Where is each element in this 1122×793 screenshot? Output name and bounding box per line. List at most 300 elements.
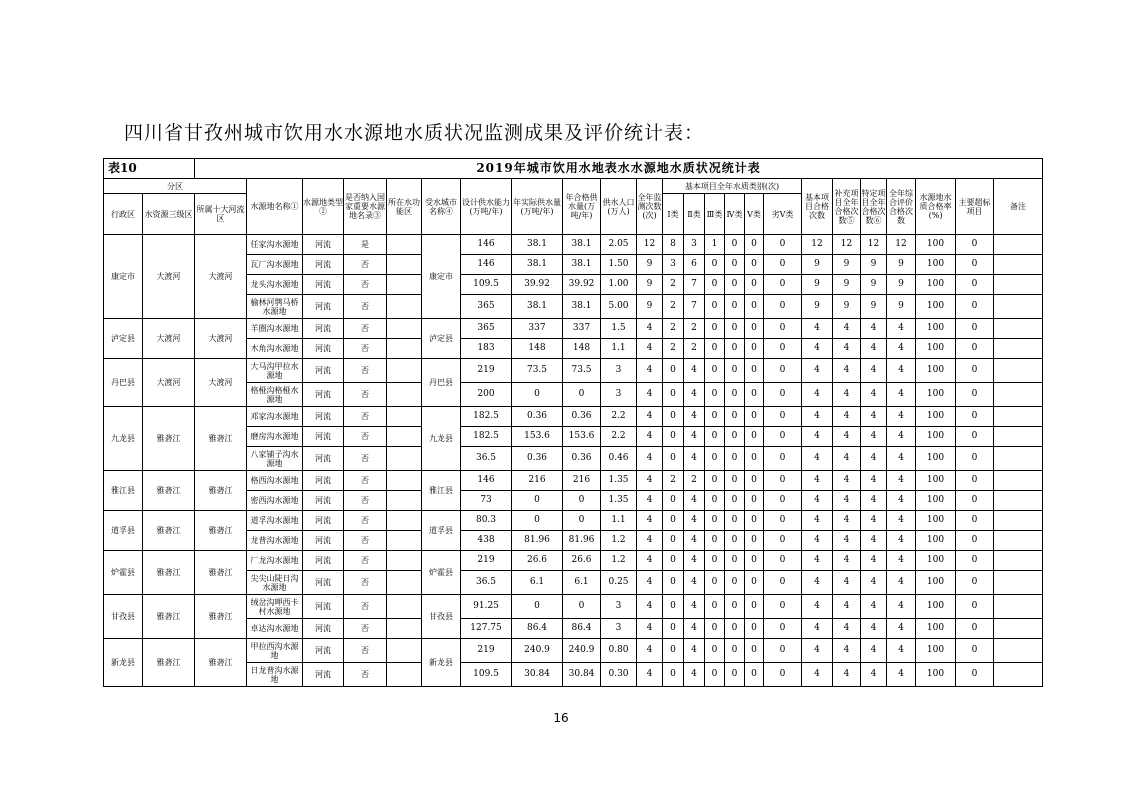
monitor-cell: 4 bbox=[637, 319, 663, 339]
rate-cell: 100 bbox=[916, 447, 956, 471]
design-cell: 438 bbox=[461, 531, 512, 551]
rate-cell: 100 bbox=[916, 255, 956, 275]
op-cell: 4 bbox=[887, 407, 916, 427]
function-zone-cell bbox=[387, 639, 422, 663]
remark-cell bbox=[994, 339, 1043, 359]
qualified-cell: 26.6 bbox=[563, 551, 601, 571]
national-list-cell: 否 bbox=[344, 319, 387, 339]
tp-cell: 4 bbox=[861, 531, 887, 551]
c4-cell: 0 bbox=[725, 275, 745, 295]
c1-cell: 2 bbox=[663, 319, 684, 339]
c1-cell: 3 bbox=[663, 255, 684, 275]
source-type-cell: 河流 bbox=[303, 663, 344, 687]
pop-cell: 2.05 bbox=[601, 235, 637, 255]
c2-cell: 4 bbox=[684, 619, 705, 639]
ex-cell: 0 bbox=[956, 571, 994, 595]
remark-cell bbox=[994, 359, 1043, 383]
actual-cell: 216 bbox=[512, 471, 563, 491]
source-name-cell: 尖尖山陡日沟水源地 bbox=[247, 571, 303, 595]
national-list-cell: 否 bbox=[344, 339, 387, 359]
c2-cell: 4 bbox=[684, 511, 705, 531]
actual-cell: 0 bbox=[512, 595, 563, 619]
c4-cell: 0 bbox=[725, 295, 745, 319]
c2-cell: 4 bbox=[684, 551, 705, 571]
rate-cell: 100 bbox=[916, 339, 956, 359]
source-name-cell: 龙头沟水源地 bbox=[247, 275, 303, 295]
rate-cell: 100 bbox=[916, 427, 956, 447]
monitor-cell: 4 bbox=[637, 407, 663, 427]
c3-cell: 0 bbox=[705, 531, 725, 551]
header-source-name: 水源地名称① bbox=[247, 179, 303, 235]
function-zone-cell bbox=[387, 339, 422, 359]
monitor-cell: 4 bbox=[637, 571, 663, 595]
tp-cell: 4 bbox=[861, 319, 887, 339]
function-zone-cell bbox=[387, 511, 422, 531]
ex-cell: 0 bbox=[956, 255, 994, 275]
bp-cell: 4 bbox=[802, 551, 833, 571]
actual-cell: 86.4 bbox=[512, 619, 563, 639]
source-type-cell: 河流 bbox=[303, 639, 344, 663]
rate-cell: 100 bbox=[916, 639, 956, 663]
c1-cell: 0 bbox=[663, 663, 684, 687]
national-list-cell: 否 bbox=[344, 471, 387, 491]
table-row bbox=[104, 471, 1043, 491]
ex-cell: 0 bbox=[956, 619, 994, 639]
header-supp-pass: 补充项目全年合格次数⑤ bbox=[833, 179, 861, 235]
c5-cell: 0 bbox=[745, 295, 764, 319]
header-row-1 bbox=[104, 179, 1043, 194]
header-spec-pass: 特定项目全年合格次数⑥ bbox=[861, 179, 887, 235]
c2-cell: 4 bbox=[684, 639, 705, 663]
city-name-cell: 雅江县 bbox=[422, 471, 461, 511]
design-cell: 109.5 bbox=[461, 275, 512, 295]
c1-cell: 0 bbox=[663, 427, 684, 447]
national-list-cell: 否 bbox=[344, 275, 387, 295]
c1-cell: 0 bbox=[663, 447, 684, 471]
source-type-cell: 河流 bbox=[303, 619, 344, 639]
rate-cell: 100 bbox=[916, 319, 956, 339]
remark-cell bbox=[994, 235, 1043, 255]
qualified-cell: 216 bbox=[563, 471, 601, 491]
c2-cell: 4 bbox=[684, 663, 705, 687]
c1-cell: 8 bbox=[663, 235, 684, 255]
pop-cell: 2.2 bbox=[601, 407, 637, 427]
c5-cell: 0 bbox=[745, 471, 764, 491]
monitor-cell: 4 bbox=[637, 383, 663, 407]
qualified-cell: 0 bbox=[563, 491, 601, 511]
monitor-cell: 4 bbox=[637, 619, 663, 639]
table-number: 表10 bbox=[104, 159, 195, 179]
rate-cell: 100 bbox=[916, 275, 956, 295]
source-name-cell: 绒岔沟呷西卡村水源地 bbox=[247, 595, 303, 619]
tp-cell: 4 bbox=[861, 447, 887, 471]
function-zone-cell bbox=[387, 255, 422, 275]
city-name-cell: 康定市 bbox=[422, 235, 461, 319]
rate-cell: 100 bbox=[916, 359, 956, 383]
ex-cell: 0 bbox=[956, 471, 994, 491]
pop-cell: 1.5 bbox=[601, 319, 637, 339]
ex-cell: 0 bbox=[956, 551, 994, 571]
national-list-cell: 否 bbox=[344, 663, 387, 687]
tp-cell: 4 bbox=[861, 427, 887, 447]
c1-cell: 0 bbox=[663, 619, 684, 639]
c4-cell: 0 bbox=[725, 551, 745, 571]
source-name-cell: 榆林河鹗马桥水源地 bbox=[247, 295, 303, 319]
design-cell: 109.5 bbox=[461, 663, 512, 687]
c3-cell: 0 bbox=[705, 319, 725, 339]
monitor-cell: 12 bbox=[637, 235, 663, 255]
district-cell: 新龙县 bbox=[104, 639, 143, 687]
c2-cell: 4 bbox=[684, 595, 705, 619]
bp-cell: 9 bbox=[802, 255, 833, 275]
remark-cell bbox=[994, 427, 1043, 447]
tp-cell: 4 bbox=[861, 551, 887, 571]
header-class-3: Ⅲ类 bbox=[705, 194, 725, 235]
c2-cell: 2 bbox=[684, 319, 705, 339]
c5-cell: 0 bbox=[745, 531, 764, 551]
function-zone-cell bbox=[387, 619, 422, 639]
c6-cell: 0 bbox=[764, 235, 802, 255]
c1-cell: 2 bbox=[663, 339, 684, 359]
sp-cell: 4 bbox=[833, 551, 861, 571]
actual-cell: 30.84 bbox=[512, 663, 563, 687]
source-name-cell: 卓达沟水源地 bbox=[247, 619, 303, 639]
sp-cell: 4 bbox=[833, 571, 861, 595]
district-cell: 炉霍县 bbox=[104, 551, 143, 595]
design-cell: 182.5 bbox=[461, 407, 512, 427]
header-pass-rate: 水源地水质合格率(%) bbox=[916, 179, 956, 235]
header-water-resource: 水资源三级区 bbox=[143, 194, 195, 235]
national-list-cell: 否 bbox=[344, 551, 387, 571]
design-cell: 146 bbox=[461, 235, 512, 255]
rate-cell: 100 bbox=[916, 383, 956, 407]
design-cell: 183 bbox=[461, 339, 512, 359]
water-resource-cell: 大渡河 bbox=[143, 235, 195, 319]
c3-cell: 0 bbox=[705, 551, 725, 571]
actual-cell: 6.1 bbox=[512, 571, 563, 595]
source-name-cell: 道孚沟水源地 bbox=[247, 511, 303, 531]
water-resource-cell: 大渡河 bbox=[143, 319, 195, 359]
c4-cell: 0 bbox=[725, 663, 745, 687]
function-zone-cell bbox=[387, 359, 422, 383]
source-name-cell: 木角沟水源地 bbox=[247, 339, 303, 359]
bp-cell: 4 bbox=[802, 571, 833, 595]
c5-cell: 0 bbox=[745, 339, 764, 359]
op-cell: 4 bbox=[887, 663, 916, 687]
op-cell: 9 bbox=[887, 255, 916, 275]
op-cell: 4 bbox=[887, 339, 916, 359]
national-list-cell: 是 bbox=[344, 235, 387, 255]
c5-cell: 0 bbox=[745, 407, 764, 427]
national-list-cell: 否 bbox=[344, 595, 387, 619]
c6-cell: 0 bbox=[764, 407, 802, 427]
national-list-cell: 否 bbox=[344, 447, 387, 471]
design-cell: 365 bbox=[461, 319, 512, 339]
monitor-cell: 4 bbox=[637, 639, 663, 663]
city-name-cell: 炉霍县 bbox=[422, 551, 461, 595]
c5-cell: 0 bbox=[745, 319, 764, 339]
water-resource-cell: 雅砻江 bbox=[143, 639, 195, 687]
qualified-cell: 0 bbox=[563, 383, 601, 407]
c3-cell: 0 bbox=[705, 447, 725, 471]
actual-cell: 26.6 bbox=[512, 551, 563, 571]
river-basin-cell: 大渡河 bbox=[195, 359, 247, 407]
c1-cell: 0 bbox=[663, 407, 684, 427]
c4-cell: 0 bbox=[725, 531, 745, 551]
bp-cell: 4 bbox=[802, 531, 833, 551]
bp-cell: 4 bbox=[802, 619, 833, 639]
qualified-cell: 38.1 bbox=[563, 235, 601, 255]
actual-cell: 81.96 bbox=[512, 531, 563, 551]
c5-cell: 0 bbox=[745, 427, 764, 447]
sp-cell: 4 bbox=[833, 663, 861, 687]
source-name-cell: 日龙普沟水源地 bbox=[247, 663, 303, 687]
c5-cell: 0 bbox=[745, 275, 764, 295]
c6-cell: 0 bbox=[764, 571, 802, 595]
design-cell: 91.25 bbox=[461, 595, 512, 619]
table-row bbox=[104, 595, 1043, 619]
header-design-capacity: 设计供水能力(万吨/年) bbox=[461, 179, 512, 235]
qualified-cell: 0 bbox=[563, 595, 601, 619]
c4-cell: 0 bbox=[725, 447, 745, 471]
district-cell: 道孚县 bbox=[104, 511, 143, 551]
design-cell: 73 bbox=[461, 491, 512, 511]
header-source-type: 水源地类型② bbox=[303, 179, 344, 235]
source-type-cell: 河流 bbox=[303, 275, 344, 295]
header-class-1: Ⅰ类 bbox=[663, 194, 684, 235]
design-cell: 219 bbox=[461, 359, 512, 383]
bp-cell: 4 bbox=[802, 427, 833, 447]
source-name-cell: 厂龙沟水源地 bbox=[247, 551, 303, 571]
c3-cell: 1 bbox=[705, 235, 725, 255]
c1-cell: 0 bbox=[663, 571, 684, 595]
op-cell: 4 bbox=[887, 427, 916, 447]
op-cell: 4 bbox=[887, 471, 916, 491]
water-resource-cell: 雅砻江 bbox=[143, 551, 195, 595]
op-cell: 9 bbox=[887, 295, 916, 319]
c4-cell: 0 bbox=[725, 255, 745, 275]
c3-cell: 0 bbox=[705, 255, 725, 275]
bp-cell: 4 bbox=[802, 339, 833, 359]
c6-cell: 0 bbox=[764, 339, 802, 359]
national-list-cell: 否 bbox=[344, 295, 387, 319]
op-cell: 4 bbox=[887, 319, 916, 339]
source-type-cell: 河流 bbox=[303, 595, 344, 619]
sp-cell: 4 bbox=[833, 471, 861, 491]
c6-cell: 0 bbox=[764, 295, 802, 319]
function-zone-cell bbox=[387, 663, 422, 687]
ex-cell: 0 bbox=[956, 359, 994, 383]
ex-cell: 0 bbox=[956, 275, 994, 295]
source-type-cell: 河流 bbox=[303, 295, 344, 319]
district-cell: 康定市 bbox=[104, 235, 143, 319]
district-cell: 雅江县 bbox=[104, 471, 143, 511]
monitor-cell: 4 bbox=[637, 663, 663, 687]
qualified-cell: 0.36 bbox=[563, 447, 601, 471]
c6-cell: 0 bbox=[764, 275, 802, 295]
source-type-cell: 河流 bbox=[303, 471, 344, 491]
header-class-5: Ⅴ类 bbox=[745, 194, 764, 235]
river-basin-cell: 雅砻江 bbox=[195, 551, 247, 595]
bp-cell: 4 bbox=[802, 447, 833, 471]
source-name-cell: 大马沟甲拉水源地 bbox=[247, 359, 303, 383]
c2-cell: 4 bbox=[684, 383, 705, 407]
city-name-cell: 泸定县 bbox=[422, 319, 461, 359]
c3-cell: 0 bbox=[705, 427, 725, 447]
source-type-cell: 河流 bbox=[303, 255, 344, 275]
rate-cell: 100 bbox=[916, 491, 956, 511]
c2-cell: 3 bbox=[684, 235, 705, 255]
c3-cell: 0 bbox=[705, 663, 725, 687]
c6-cell: 0 bbox=[764, 359, 802, 383]
monitor-cell: 4 bbox=[637, 339, 663, 359]
c2-cell: 7 bbox=[684, 275, 705, 295]
tp-cell: 4 bbox=[861, 339, 887, 359]
sp-cell: 9 bbox=[833, 275, 861, 295]
c4-cell: 0 bbox=[725, 339, 745, 359]
qualified-cell: 73.5 bbox=[563, 359, 601, 383]
pop-cell: 2.2 bbox=[601, 427, 637, 447]
water-resource-cell: 雅砻江 bbox=[143, 511, 195, 551]
header-class-6: 劣Ⅴ类 bbox=[764, 194, 802, 235]
c3-cell: 0 bbox=[705, 491, 725, 511]
statistics-table-container bbox=[103, 158, 1027, 687]
tp-cell: 4 bbox=[861, 383, 887, 407]
sp-cell: 4 bbox=[833, 359, 861, 383]
rate-cell: 100 bbox=[916, 663, 956, 687]
c6-cell: 0 bbox=[764, 447, 802, 471]
sp-cell: 4 bbox=[833, 319, 861, 339]
op-cell: 4 bbox=[887, 511, 916, 531]
header-monitor-times: 全年监测次数(次) bbox=[637, 179, 663, 235]
pop-cell: 0.30 bbox=[601, 663, 637, 687]
c4-cell: 0 bbox=[725, 511, 745, 531]
ex-cell: 0 bbox=[956, 491, 994, 511]
function-zone-cell bbox=[387, 407, 422, 427]
function-zone-cell bbox=[387, 531, 422, 551]
header-population: 供水人口(万人) bbox=[601, 179, 637, 235]
c4-cell: 0 bbox=[725, 639, 745, 663]
pop-cell: 0.25 bbox=[601, 571, 637, 595]
pop-cell: 3 bbox=[601, 359, 637, 383]
pop-cell: 3 bbox=[601, 619, 637, 639]
sp-cell: 4 bbox=[833, 531, 861, 551]
city-name-cell: 九龙县 bbox=[422, 407, 461, 471]
op-cell: 4 bbox=[887, 359, 916, 383]
remark-cell bbox=[994, 551, 1043, 571]
c1-cell: 0 bbox=[663, 551, 684, 571]
c5-cell: 0 bbox=[745, 551, 764, 571]
source-type-cell: 河流 bbox=[303, 491, 344, 511]
op-cell: 4 bbox=[887, 639, 916, 663]
source-name-cell: 羊圈沟水源地 bbox=[247, 319, 303, 339]
source-name-cell: 八家铺子沟水源地 bbox=[247, 447, 303, 471]
c3-cell: 0 bbox=[705, 471, 725, 491]
ex-cell: 0 bbox=[956, 427, 994, 447]
function-zone-cell bbox=[387, 427, 422, 447]
c2-cell: 4 bbox=[684, 531, 705, 551]
c3-cell: 0 bbox=[705, 407, 725, 427]
op-cell: 9 bbox=[887, 275, 916, 295]
tp-cell: 4 bbox=[861, 359, 887, 383]
header-basic-pass: 基本项目合格次数 bbox=[802, 179, 833, 235]
sp-cell: 4 bbox=[833, 639, 861, 663]
c3-cell: 0 bbox=[705, 295, 725, 319]
source-type-cell: 河流 bbox=[303, 407, 344, 427]
sp-cell: 4 bbox=[833, 595, 861, 619]
table-row bbox=[104, 359, 1043, 383]
c2-cell: 7 bbox=[684, 295, 705, 319]
header-city-name: 受水城市名称④ bbox=[422, 179, 461, 235]
qualified-cell: 38.1 bbox=[563, 295, 601, 319]
page-number: 16 bbox=[553, 711, 569, 725]
remark-cell bbox=[994, 407, 1043, 427]
sp-cell: 4 bbox=[833, 427, 861, 447]
c4-cell: 0 bbox=[725, 491, 745, 511]
source-type-cell: 河流 bbox=[303, 235, 344, 255]
qualified-cell: 240.9 bbox=[563, 639, 601, 663]
qualified-cell: 153.6 bbox=[563, 427, 601, 447]
river-basin-cell: 雅砻江 bbox=[195, 595, 247, 639]
rate-cell: 100 bbox=[916, 595, 956, 619]
pop-cell: 1.35 bbox=[601, 491, 637, 511]
table-row bbox=[104, 319, 1043, 339]
source-type-cell: 河流 bbox=[303, 551, 344, 571]
design-cell: 80.3 bbox=[461, 511, 512, 531]
monitor-cell: 4 bbox=[637, 471, 663, 491]
source-name-cell: 任家沟水源地 bbox=[247, 235, 303, 255]
c4-cell: 0 bbox=[725, 471, 745, 491]
c3-cell: 0 bbox=[705, 595, 725, 619]
c4-cell: 0 bbox=[725, 407, 745, 427]
actual-cell: 38.1 bbox=[512, 295, 563, 319]
c1-cell: 0 bbox=[663, 639, 684, 663]
source-type-cell: 河流 bbox=[303, 319, 344, 339]
design-cell: 146 bbox=[461, 471, 512, 491]
header-remark: 备注 bbox=[994, 179, 1043, 235]
ex-cell: 0 bbox=[956, 383, 994, 407]
national-list-cell: 否 bbox=[344, 619, 387, 639]
c6-cell: 0 bbox=[764, 383, 802, 407]
c1-cell: 2 bbox=[663, 295, 684, 319]
c6-cell: 0 bbox=[764, 255, 802, 275]
op-cell: 4 bbox=[887, 383, 916, 407]
tp-cell: 12 bbox=[861, 235, 887, 255]
c1-cell: 0 bbox=[663, 491, 684, 511]
header-national-list: 是否纳入国家重要水源地名录③ bbox=[344, 179, 387, 235]
actual-cell: 0 bbox=[512, 383, 563, 407]
river-basin-cell: 大渡河 bbox=[195, 235, 247, 319]
bp-cell: 4 bbox=[802, 663, 833, 687]
c6-cell: 0 bbox=[764, 427, 802, 447]
design-cell: 36.5 bbox=[461, 571, 512, 595]
qualified-cell: 148 bbox=[563, 339, 601, 359]
statistics-table bbox=[103, 158, 1043, 687]
source-name-cell: 龙普沟水源地 bbox=[247, 531, 303, 551]
c5-cell: 0 bbox=[745, 383, 764, 407]
caption-row bbox=[104, 159, 1043, 179]
design-cell: 200 bbox=[461, 383, 512, 407]
source-name-cell: 格桠沟格桠水源地 bbox=[247, 383, 303, 407]
source-type-cell: 河流 bbox=[303, 383, 344, 407]
pop-cell: 0.46 bbox=[601, 447, 637, 471]
remark-cell bbox=[994, 511, 1043, 531]
sp-cell: 9 bbox=[833, 295, 861, 319]
actual-cell: 38.1 bbox=[512, 235, 563, 255]
pop-cell: 1.2 bbox=[601, 531, 637, 551]
bp-cell: 4 bbox=[802, 471, 833, 491]
sp-cell: 4 bbox=[833, 619, 861, 639]
